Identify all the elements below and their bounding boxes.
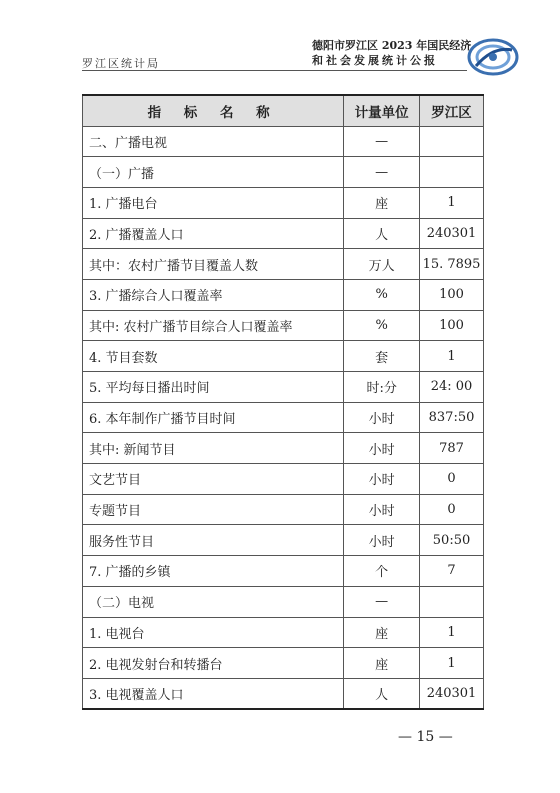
table-row [83, 187, 484, 218]
row-value: 1 [420, 617, 484, 648]
row-value: 100 [420, 279, 484, 310]
table-row [83, 310, 484, 341]
row-value: 50:50 [420, 525, 484, 556]
row-unit: % [344, 310, 420, 341]
row-value: 787 [420, 433, 484, 464]
statistics-logo-icon [466, 36, 520, 78]
row-indicator-name: 1. 电视台 [83, 617, 344, 648]
row-unit: 小时 [344, 525, 420, 556]
row-unit: — [344, 157, 420, 188]
row-unit: 套 [344, 341, 420, 372]
table-row [83, 586, 484, 617]
row-unit: 座 [344, 617, 420, 648]
row-indicator-name: 7. 广播的乡镇 [83, 556, 344, 587]
row-indicator-name: 6. 本年制作广播节目时间 [83, 402, 344, 433]
row-unit: 人 [344, 218, 420, 249]
row-unit: 小时 [344, 494, 420, 525]
table-row [83, 341, 484, 372]
row-indicator-name: （一）广播 [83, 157, 344, 188]
row-value: 0 [420, 464, 484, 495]
row-unit: 个 [344, 556, 420, 587]
row-value: 100 [420, 310, 484, 341]
row-indicator-name: 2. 广播覆盖人口 [83, 218, 344, 249]
table-row [83, 402, 484, 433]
row-value: 7 [420, 556, 484, 587]
row-value: 837:50 [420, 402, 484, 433]
table-row [83, 648, 484, 679]
table-row [83, 525, 484, 556]
column-header-unit: 计量单位 [344, 95, 420, 126]
header-rule [82, 70, 312, 71]
table-row [83, 494, 484, 525]
row-unit: % [344, 279, 420, 310]
row-unit: 座 [344, 648, 420, 679]
table-row [83, 157, 484, 188]
table-row [83, 249, 484, 280]
row-unit: — [344, 586, 420, 617]
header-rule-right [312, 70, 467, 71]
page-number: — 15 — [398, 729, 453, 745]
row-unit: 时:分 [344, 372, 420, 403]
row-indicator-name: 4. 节目套数 [83, 341, 344, 372]
row-unit: 小时 [344, 464, 420, 495]
row-indicator-name: 专题节目 [83, 494, 344, 525]
row-value: 24: 00 [420, 372, 484, 403]
report-title [312, 38, 472, 68]
row-indicator-name: 其中：农村广播节目覆盖人数 [83, 249, 344, 280]
organization-name: 罗江区统计局 [82, 57, 160, 70]
row-indicator-name: 服务性节目 [83, 525, 344, 556]
row-indicator-name: 3. 电视覆盖人口 [83, 678, 344, 709]
row-indicator-name: 其中: 新闻节目 [83, 433, 344, 464]
table-row [83, 556, 484, 587]
report-title-line1: 德阳市罗江区 2023 年国民经济 [312, 39, 472, 52]
table-row [83, 678, 484, 709]
table-row [83, 464, 484, 495]
row-value: 240301 [420, 218, 484, 249]
row-value: 15. 7895 [420, 249, 484, 280]
table-row [83, 372, 484, 403]
row-indicator-name: 1. 广播电台 [83, 187, 344, 218]
row-value: 0 [420, 494, 484, 525]
table-row [83, 218, 484, 249]
column-header-indicator: 指 标 名 称 [83, 95, 344, 126]
table-header-row [83, 95, 484, 126]
row-indicator-name: 2. 电视发射台和转播台 [83, 648, 344, 679]
row-unit: 人 [344, 678, 420, 709]
table-row [83, 126, 484, 157]
row-unit: — [344, 126, 420, 157]
statistics-table [82, 94, 484, 710]
row-unit: 小时 [344, 433, 420, 464]
row-indicator-name: 其中: 农村广播节目综合人口覆盖率 [83, 310, 344, 341]
row-unit: 座 [344, 187, 420, 218]
row-indicator-name: 5. 平均每日播出时间 [83, 372, 344, 403]
row-indicator-name: 二、广播电视 [83, 126, 344, 157]
row-indicator-name: 3. 广播综合人口覆盖率 [83, 279, 344, 310]
row-unit: 小时 [344, 402, 420, 433]
table-row [83, 279, 484, 310]
row-indicator-name: （二）电视 [83, 586, 344, 617]
table-row [83, 433, 484, 464]
table-row [83, 617, 484, 648]
row-value: 1 [420, 648, 484, 679]
row-value: 1 [420, 187, 484, 218]
row-value [420, 586, 484, 617]
row-unit: 万人 [344, 249, 420, 280]
row-value: 1 [420, 341, 484, 372]
column-header-region: 罗江区 [420, 95, 484, 126]
report-title-line2: 和社会发展统计公报 [312, 54, 438, 67]
row-value [420, 126, 484, 157]
row-indicator-name: 文艺节目 [83, 464, 344, 495]
row-value: 240301 [420, 678, 484, 709]
row-value [420, 157, 484, 188]
